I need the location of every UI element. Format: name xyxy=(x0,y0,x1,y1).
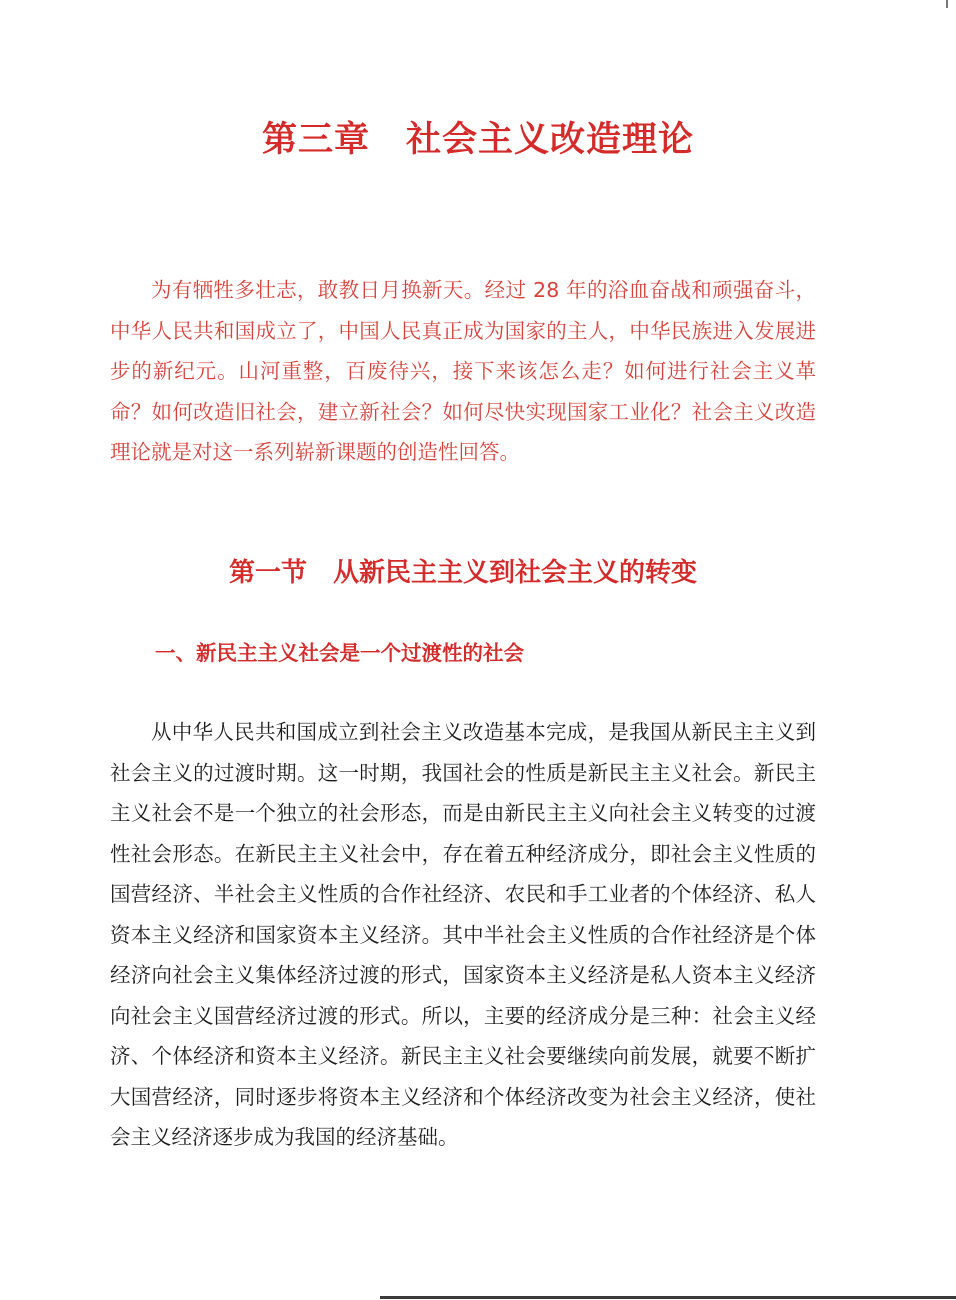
chapter-title: 社会主义改造理论 xyxy=(406,119,695,160)
chapter-number: 第三章 xyxy=(261,119,370,160)
body-paragraph: 从中华人民共和国成立到社会主义改造基本完成，是我国从新民主主义到社会主义的过渡时期。这一时期，我国社会的性质是新民主主义社会。新民主主义社会不是一个独立的社会形态，而是由新民主主义向社会主义转变的过渡性社会形态。在新民主主义社会中，存在着五种经济成分，即社会主义性质的国营经济、半社会主义性质的合作社经济、农民和手工业者的个体经济、私人资本主义经济和国家资本主义经济。其中半社会主义性质的合作社经济是个体经济向社会主义集体经济过渡的形式，国家资本主义经济是私人资本主义经济向社会主义国营经济过渡的形式。所以，主要的经济成分是三种：社会主义经济、个体经济和资本主义经济。新民主主义社会要继续向前发展，就要不断扩大国营经济，同时逐步将资本主义经济和个体经济改变为社会主义经济，使社会主义经济逐步成为我国的经济基础。 xyxy=(110,720,816,1149)
section-title: 从新民主主义到社会主义的转变 xyxy=(333,558,698,588)
chapter-intro-paragraph: 为有牺牲多壮志，敢教日月换新天。经过 28 年的浴血奋战和顽强奋斗，中华人民共和国成立了，中国人民真正成为国家的主人，中华民族进入发展进步的新纪元。山河重整，百废待兴，接下来该怎么走？如何进行社会主义革命？如何改造旧社会，建立新社会？如何尽快实现国家工业化？社会主义改造理论就是对这一系列崭新课题的创造性回答。 xyxy=(110,278,816,464)
chapter-heading xyxy=(0,112,956,162)
section-heading xyxy=(0,552,926,589)
scan-edge-mark xyxy=(946,0,948,8)
subsection-heading: 一、新民主主义社会是一个过渡性的社会 xyxy=(155,641,524,665)
scan-edge-line xyxy=(380,1296,956,1299)
section-number: 第一节 xyxy=(228,558,307,588)
